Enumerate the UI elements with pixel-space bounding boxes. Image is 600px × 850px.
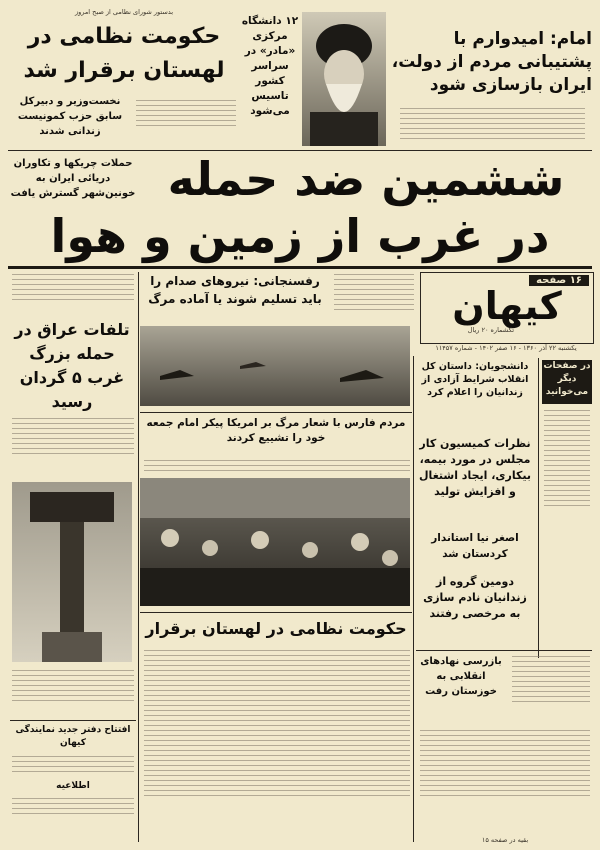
tower-photo (12, 482, 132, 662)
governor-headline: اصغر نیا استاندار کردستان شد (431, 532, 519, 560)
other-pages-headline: در صفحات دیگر می‌خوانید (543, 361, 591, 397)
imam-headline: امام: امیدوارم با پشتیبانی مردم از دولت، ایران بازسازی شود (391, 29, 592, 95)
notice-left-headline: اطلاعیه (56, 781, 90, 791)
left-lower-lines (12, 670, 134, 705)
khuzestan-block (416, 654, 506, 724)
imam-headline-block (388, 28, 592, 104)
phones-headline: تلفات عراق در حمله بزرگ غرب ۵ گردان رسید (14, 320, 130, 411)
page-ref-block (420, 836, 590, 846)
pages-badge: ۱۶ صفحه (529, 275, 589, 286)
poland-sub-block (10, 94, 130, 144)
tower-illustration (12, 482, 132, 662)
students-block (416, 360, 534, 430)
lead-headline-line2: در غرب از زمین و هوا (50, 209, 550, 263)
portrait-photo (302, 12, 386, 146)
other-pages-lines (544, 410, 590, 510)
crowd-illustration (140, 478, 410, 606)
fars-block (140, 416, 412, 456)
lead-line2-block (8, 206, 592, 266)
office-text-lines (12, 756, 134, 776)
poland-headline: حکومت نظامی در لهستان برقرار شد (23, 24, 225, 83)
issue-price-block (424, 326, 514, 336)
crowd-photo (140, 478, 410, 606)
lead-rule (8, 266, 592, 269)
battle-illustration (140, 326, 410, 406)
commission-headline: نظرات کمیسیون کار مجلس در مورد بیمه، بیکاری، ایجاد اشتغال و افزایش تولید (419, 437, 531, 498)
left-kicker: حملات چریکها و تکاوران دریائی ایران به خونین‌شهر گسترش یافت (10, 158, 136, 199)
phones-block (8, 318, 136, 414)
notice-left-block (10, 780, 136, 794)
prisoners-headline: دومین گروه از زندانیان نادم سازی به مرخصی رفتند (423, 575, 527, 620)
phones-text-lines (12, 418, 134, 458)
university-block (240, 14, 300, 124)
issue-price: تکشماره ۲۰ ریال (467, 326, 514, 334)
deck-text-lines (334, 274, 414, 314)
khuzestan-headline: بازرسی نهادهای انقلابی به خوزستان رفت (420, 656, 502, 697)
dateline: یکشنبه ۲۲ آذر ۱۳۶۰ - ۱۶ صفر ۱۴۰۲ - شماره ۱۱۴۵۷ (435, 344, 577, 352)
university-headline: ۱۲ دانشگاه مرکزی «مادر» در سراسر کشور تاسیس می‌شود (241, 15, 299, 117)
battle-photo (140, 326, 410, 406)
commission-block (416, 436, 534, 526)
poland-bottom-lines (144, 650, 410, 800)
poland-bottom-block (140, 616, 412, 644)
poland-bottom-rule (140, 612, 412, 613)
right-lower-lines (420, 730, 590, 800)
left-news-lines (12, 274, 134, 304)
poland-headline-block (10, 20, 238, 94)
masthead-name: کیهان (452, 284, 562, 328)
deck-block (140, 272, 330, 322)
poland-text-lines (136, 100, 236, 130)
left-kicker-block (8, 156, 138, 206)
col-rule-right (413, 356, 414, 842)
office-headline: افتتاح دفتر جدید نمایندگی کیهان (15, 725, 131, 748)
governor-block (416, 530, 534, 570)
poland-sub: نخست‌وزیر و دبیرکل سابق حزب کمونیست زندانی شدند (17, 96, 123, 137)
other-pages-box (542, 360, 592, 404)
notice-left-lines (12, 798, 134, 818)
fars-text-lines (144, 460, 410, 475)
right-col-rule (538, 358, 539, 658)
page-ref: بقیه در صفحه ۱۵ (481, 836, 529, 844)
poland-kicker: بدستور شورای نظامی از صبح امروز (74, 8, 174, 16)
imam-text-lines (400, 108, 585, 143)
portrait-illustration (302, 12, 386, 146)
lead-deck: رفسنجانی: نیروهای صدام را باید تسلیم شوند یا آماده مرگ (148, 274, 322, 306)
dateline-block (420, 344, 592, 354)
col-rule-left (138, 272, 139, 842)
lead-headline-line1: ششمین ضد حمله (167, 152, 565, 206)
students-headline: دانشجویان: داستان کل انقلاب شرایط آزادی از زندانیان را اعلام کرد (421, 361, 529, 398)
office-block (10, 724, 136, 752)
poland-kicker-block (10, 8, 238, 20)
prisoners-block (416, 574, 534, 644)
office-rule (10, 720, 136, 721)
fars-rule (140, 412, 412, 413)
lead-line1-block (140, 150, 592, 208)
fars-headline: مردم فارس با شعار مرگ بر امریکا پیکر امام جمعه خود را تشییع کردند (146, 417, 406, 444)
poland-bottom-headline: حکومت نظامی در لهستان برقرار (145, 619, 407, 638)
khuzestan-side-lines (512, 656, 590, 706)
khuzestan-rule (416, 650, 592, 651)
